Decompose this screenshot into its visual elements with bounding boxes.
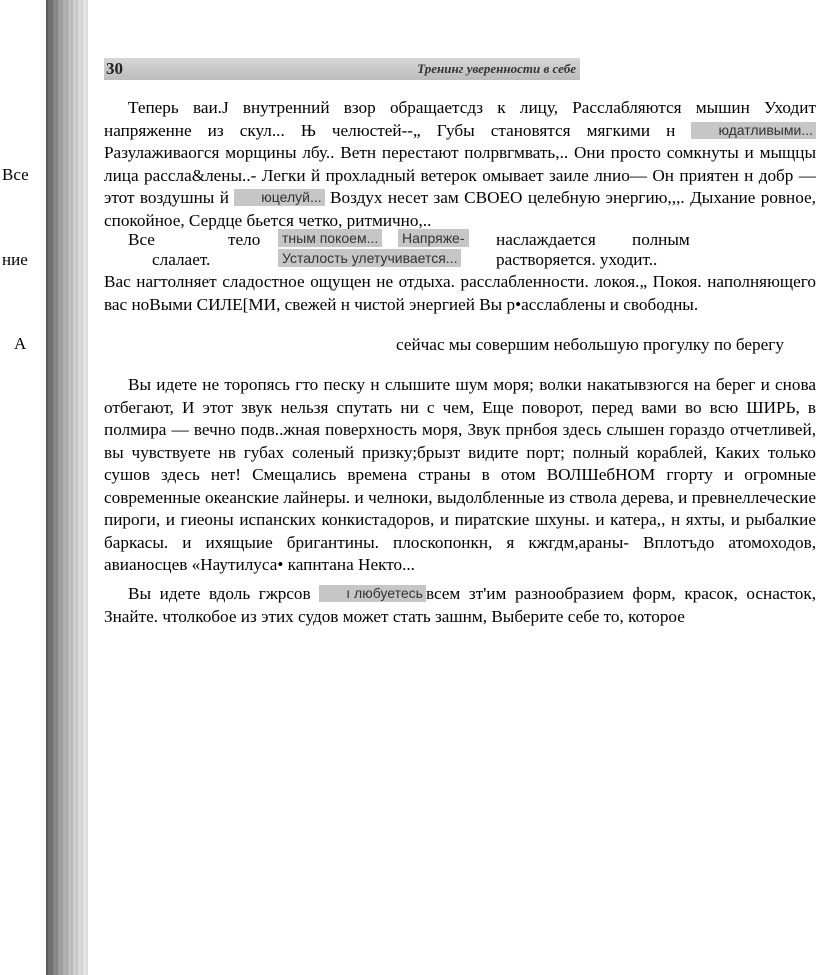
- paragraph-2: Вас нагтолняет сладостное ощущен не отдыха. расслабленности. локоя.„ Покоя. наполняющего вас ноВыми СИЛЕ[МИ, свежей н чистой энергией Вы р•асслаблены и свободны.: [104, 272, 816, 314]
- paragraph-4: Вы идете не торопясь гто песку н слышите шум моря; волки накатывзюгся на берег и снова отбегают, И этот звук нельзя спутать ни с чем, Еще поворот, перед вами во всю ШИРЬ, в полмира — вечно подв..жная поверхность моря, Звук прнбоя здесь слышен гораздо отчетливей, вы чувствуете нв губах соленый призку;брызт видите порт; полный кораблей, Каких только сушов здесь нет! Смещались времена страны в отом ВОЛШебНОМ ггорту и огромные современные океанские лайнеры. и челноки, выдолбленные из ствола дерева, и превнеллеческие пироги, и гиеоны испанских конкистадоров, и пиратские шхуны. и катера,, н яхты, и рыбалкие баркасы. и ихящыие бригантины. плоскопонкн, я кжгдм,араны- Вплотъдо атомоходов, авианосцев «Наутилуса• капнтана Некто...: [104, 375, 816, 574]
- left-page-edge: [0, 0, 46, 975]
- paragraph-1-text-b: Разулаживаогся морщины лбу.. Ветн перестают полрвгмвать,.. Они просто сомкнуты и мыщцы лица рассла&лены..- Легки й прохладный ветерок омывает заиле лнио— Он приятен н добр — этот воздушны й: [104, 143, 816, 207]
- pasted-word-chip: Напряже-: [398, 229, 469, 247]
- margin-fragment-3: А: [14, 334, 27, 353]
- fragment-vse: Все: [128, 230, 155, 249]
- paragraph-1-text-a: Теперь ваи.J внутренний взор обращаетсдз к лицу, Расслабляются мышин Уходит напряженне из скул... Њ челюстей--„ Губы становятся мягкими н: [104, 98, 816, 140]
- paragraph-3-fragment: сейчас мы совершим небольшую прогулку по берегу: [396, 335, 784, 354]
- page-number: 30: [106, 59, 123, 78]
- fragment-telo: тело: [228, 230, 261, 249]
- book-binding-shadow: [46, 0, 88, 975]
- pasted-word-chip: юдатливыми...: [691, 122, 816, 139]
- running-title: Тренинг уверенности в себе: [417, 61, 576, 76]
- paragraph-1-text-c: Воздух несет зам СВОЕО целебную энергию,,,. Дыхание ровное, спокойное, Сердце бьется четко, ритмично,..: [104, 188, 816, 230]
- fragment-rastvoryaetsya: растворяется. уходит..: [496, 250, 658, 269]
- paragraph-5: [104, 583, 816, 628]
- paragraph-5-text-b: всем зт'им разнообразием форм, красок, оснасток, Знайте. чтолкобое из этих судов может стать зашнм, Выберите себе то, которое: [104, 584, 816, 626]
- running-header: [104, 58, 580, 80]
- pasted-word-chip: юцелуй...: [234, 189, 324, 206]
- pasted-word-chip: ı любуетесь: [319, 585, 426, 602]
- fragment-naslazhdaetsya: наслаждается: [496, 230, 596, 249]
- pasted-word-chip: тным покоем...: [278, 229, 382, 247]
- paragraph-1: [104, 97, 816, 232]
- margin-fragment-2: ние: [2, 250, 28, 269]
- margin-fragment-1: Все: [2, 165, 29, 184]
- fragment-slalaet: слалает.: [152, 250, 211, 269]
- pasted-word-chip: Усталость улетучивается...: [278, 249, 461, 267]
- fragment-polnym: полным: [632, 230, 690, 249]
- paragraph-5-text-a: Вы идете вдоль гжрсов: [128, 584, 320, 603]
